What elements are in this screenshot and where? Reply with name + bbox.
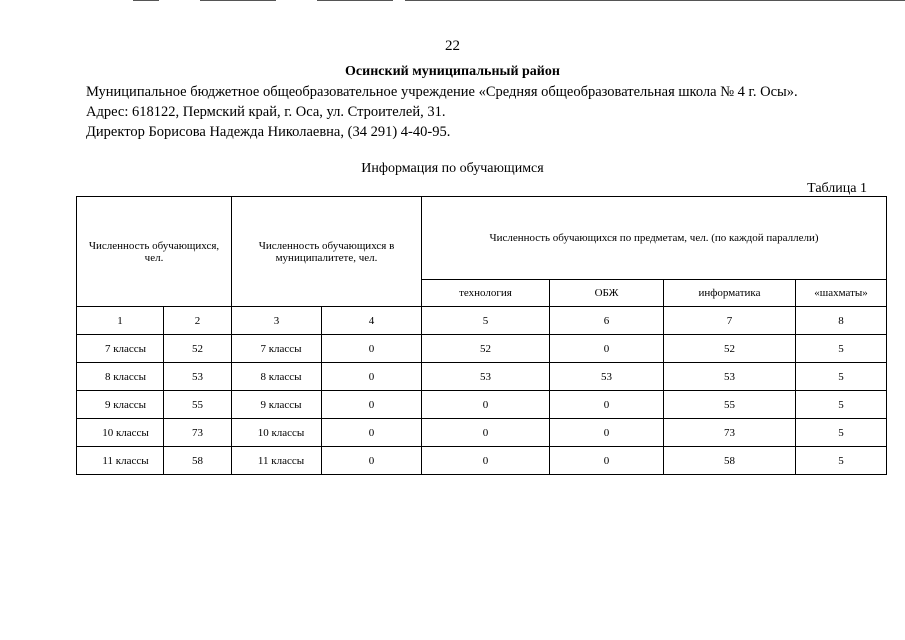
cell-count: 58 <box>664 447 796 475</box>
cell-count: 0 <box>322 419 422 447</box>
cell-count: 55 <box>164 391 232 419</box>
cell-count: 52 <box>664 335 796 363</box>
cell-count: 53 <box>422 363 550 391</box>
table-row <box>77 391 887 419</box>
address-line: Адрес: 618122, Пермский край, г. Оса, ул. Строителей, 31. <box>86 104 446 120</box>
cell-count: 73 <box>164 419 232 447</box>
cell-class: 10 классы <box>232 419 322 447</box>
header-subject: технология <box>422 280 550 307</box>
header-subject: информатика <box>664 280 796 307</box>
cell-class: 7 классы <box>232 335 322 363</box>
column-number: 2 <box>164 307 232 335</box>
cell-class: 8 классы <box>77 363 164 391</box>
column-number: 7 <box>664 307 796 335</box>
students-table <box>76 196 887 475</box>
column-number: 4 <box>322 307 422 335</box>
table-number: Таблица 1 <box>807 181 867 196</box>
page-number: 22 <box>445 38 460 54</box>
cell-class: 9 классы <box>77 391 164 419</box>
cell-count: 0 <box>322 363 422 391</box>
cell-class: 8 классы <box>232 363 322 391</box>
table-row <box>77 447 887 475</box>
column-number: 1 <box>77 307 164 335</box>
cell-count: 52 <box>422 335 550 363</box>
cell-count: 0 <box>550 335 664 363</box>
top-rule <box>200 0 276 1</box>
table-row <box>77 363 887 391</box>
cell-count: 0 <box>322 447 422 475</box>
column-number: 5 <box>422 307 550 335</box>
header-subject: ОБЖ <box>550 280 664 307</box>
top-rule <box>405 0 905 1</box>
cell-count: 0 <box>422 447 550 475</box>
cell-class: 11 классы <box>232 447 322 475</box>
header-subject: «шахматы» <box>796 280 887 307</box>
column-number-row <box>77 307 887 335</box>
cell-count: 5 <box>796 363 887 391</box>
cell-count: 0 <box>322 391 422 419</box>
table-row <box>77 419 887 447</box>
cell-count: 0 <box>422 391 550 419</box>
column-number: 6 <box>550 307 664 335</box>
director-line: Директор Борисова Надежда Николаевна, (34 291) 4-40-95. <box>86 124 451 140</box>
cell-count: 0 <box>322 335 422 363</box>
cell-count: 5 <box>796 391 887 419</box>
header-municipality: Численность обучающихся в муниципалитете, чел. <box>232 197 422 307</box>
cell-count: 53 <box>550 363 664 391</box>
cell-class: 11 классы <box>77 447 164 475</box>
cell-count: 0 <box>550 391 664 419</box>
cell-count: 52 <box>164 335 232 363</box>
table-row <box>77 335 887 363</box>
cell-count: 53 <box>664 363 796 391</box>
table-caption: Информация по обучающимся <box>361 161 544 176</box>
cell-count: 0 <box>550 447 664 475</box>
cell-class: 9 классы <box>232 391 322 419</box>
cell-count: 55 <box>664 391 796 419</box>
cell-count: 58 <box>164 447 232 475</box>
institution-line: Муниципальное бюджетное общеобразовательное учреждение «Средняя общеобразовательная школа № 4 г. Осы». <box>86 84 798 100</box>
header-students: Численность обучающихся, чел. <box>77 197 232 307</box>
column-number: 8 <box>796 307 887 335</box>
cell-count: 53 <box>164 363 232 391</box>
cell-class: 10 классы <box>77 419 164 447</box>
cell-count: 5 <box>796 335 887 363</box>
top-rule <box>317 0 393 1</box>
header-subjects: Численность обучающихся по предметам, чел. (по каждой параллели) <box>422 197 887 280</box>
cell-count: 0 <box>550 419 664 447</box>
header-row <box>77 197 887 280</box>
cell-count: 0 <box>422 419 550 447</box>
district-heading: Осинский муниципальный район <box>345 64 560 79</box>
column-number: 3 <box>232 307 322 335</box>
cell-count: 5 <box>796 447 887 475</box>
cell-count: 5 <box>796 419 887 447</box>
cell-class: 7 классы <box>77 335 164 363</box>
top-rule <box>133 0 159 1</box>
cell-count: 73 <box>664 419 796 447</box>
